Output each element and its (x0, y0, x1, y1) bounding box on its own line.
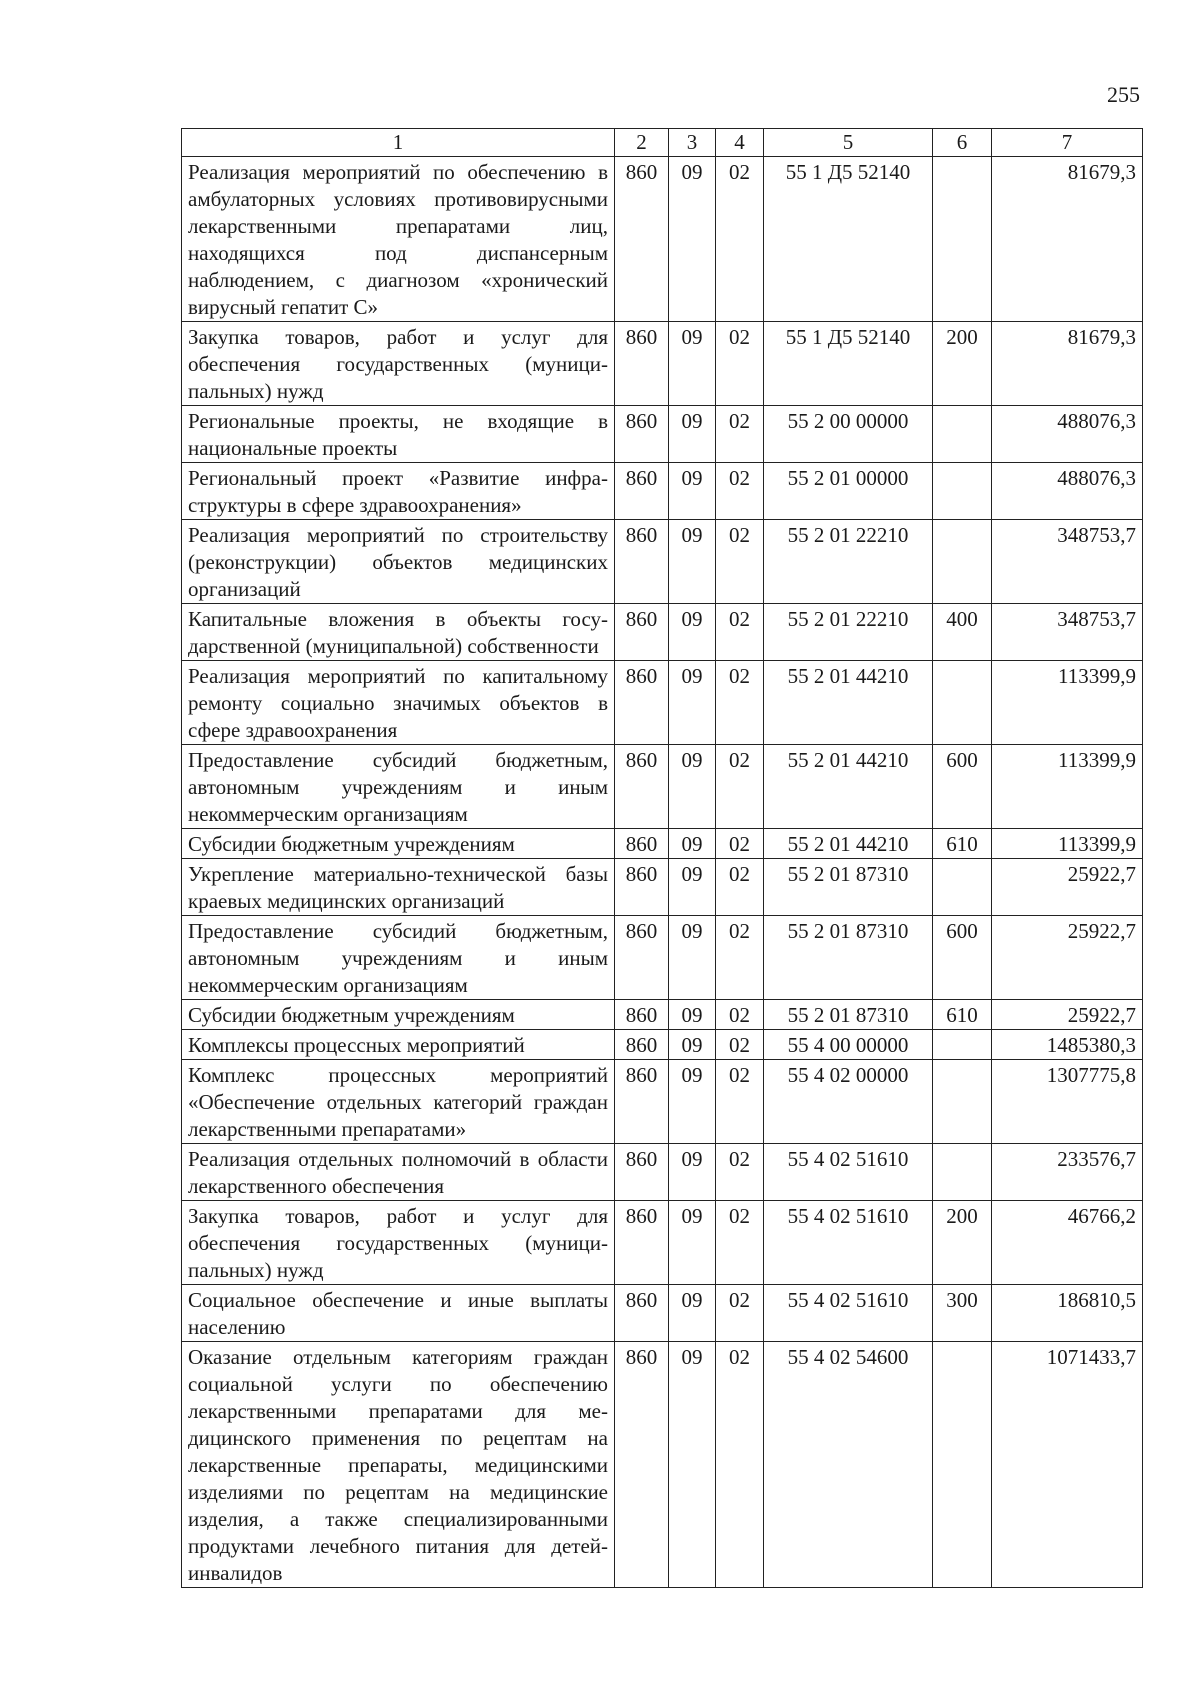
row-sum-cell: 488076,3 (992, 463, 1143, 520)
row-expense-type-cell: 200 (933, 322, 992, 406)
row-grbs-cell: 860 (615, 157, 669, 322)
row-expense-type-cell (933, 406, 992, 463)
row-name-cell: Субсидии бюджетным учреждениям (182, 829, 615, 859)
row-grbs-cell: 860 (615, 1201, 669, 1285)
row-expense-type-cell (933, 1060, 992, 1144)
row-sum-cell: 1071433,7 (992, 1342, 1143, 1588)
header-cell: 5 (764, 129, 933, 157)
row-section-cell: 09 (669, 463, 716, 520)
row-subsection-cell: 02 (716, 406, 764, 463)
row-sum-cell: 81679,3 (992, 157, 1143, 322)
row-target-article-cell: 55 4 02 54600 (764, 1342, 933, 1588)
row-section-cell: 09 (669, 829, 716, 859)
row-section-cell: 09 (669, 1030, 716, 1060)
row-expense-type-cell: 400 (933, 604, 992, 661)
row-target-article-cell: 55 4 02 00000 (764, 1060, 933, 1144)
row-subsection-cell: 02 (716, 1030, 764, 1060)
row-expense-type-cell (933, 1342, 992, 1588)
row-section-cell: 09 (669, 1060, 716, 1144)
row-target-article-cell: 55 4 02 51610 (764, 1285, 933, 1342)
row-expense-type-cell: 200 (933, 1201, 992, 1285)
row-name-cell: Региональный проект «Развитие инфраструктуры в сфере здравоохранения» (182, 463, 615, 520)
row-name-cell: Региональные проекты, не входящие в национальные проекты (182, 406, 615, 463)
table-row (182, 1342, 1143, 1588)
table-row (182, 157, 1143, 322)
row-section-cell: 09 (669, 520, 716, 604)
row-subsection-cell: 02 (716, 157, 764, 322)
row-sum-cell: 348753,7 (992, 520, 1143, 604)
row-section-cell: 09 (669, 1000, 716, 1030)
header-cell: 2 (615, 129, 669, 157)
header-cell: 6 (933, 129, 992, 157)
row-name-cell: Субсидии бюджетным учреждениям (182, 1000, 615, 1030)
header-cell: 7 (992, 129, 1143, 157)
header-cell: 1 (182, 129, 615, 157)
row-target-article-cell: 55 4 02 51610 (764, 1144, 933, 1201)
row-expense-type-cell (933, 157, 992, 322)
row-target-article-cell: 55 2 01 22210 (764, 520, 933, 604)
row-target-article-cell: 55 2 01 44210 (764, 829, 933, 859)
row-expense-type-cell (933, 1030, 992, 1060)
row-subsection-cell: 02 (716, 916, 764, 1000)
row-grbs-cell: 860 (615, 1342, 669, 1588)
table-row (182, 604, 1143, 661)
row-target-article-cell: 55 1 Д5 52140 (764, 322, 933, 406)
row-subsection-cell: 02 (716, 1000, 764, 1030)
row-section-cell: 09 (669, 916, 716, 1000)
row-expense-type-cell (933, 859, 992, 916)
row-target-article-cell: 55 2 01 44210 (764, 661, 933, 745)
row-sum-cell: 1485380,3 (992, 1030, 1143, 1060)
row-expense-type-cell: 610 (933, 1000, 992, 1030)
row-subsection-cell: 02 (716, 661, 764, 745)
row-sum-cell: 488076,3 (992, 406, 1143, 463)
row-section-cell: 09 (669, 1342, 716, 1588)
row-expense-type-cell (933, 1144, 992, 1201)
row-sum-cell: 113399,9 (992, 829, 1143, 859)
table-row (182, 463, 1143, 520)
row-section-cell: 09 (669, 1201, 716, 1285)
row-section-cell: 09 (669, 859, 716, 916)
table-row (182, 1201, 1143, 1285)
row-name-cell: Закупка товаров, работ и услуг для обеспечения государственных (муниципальных) нужд (182, 1201, 615, 1285)
table-row (182, 406, 1143, 463)
table-row (182, 322, 1143, 406)
row-expense-type-cell (933, 661, 992, 745)
row-sum-cell: 113399,9 (992, 745, 1143, 829)
row-name-cell: Оказание отдельным категориям граждан социальной услуги по обеспечению лекарственными препаратами для медицинского применения по рецептам на лекарственные препараты, медицинскими изделиями по рецептам на медицинские изделия, а также специализированными продуктами лечебного питания для детей-инвалидов (182, 1342, 615, 1588)
row-grbs-cell: 860 (615, 745, 669, 829)
table-row (182, 1030, 1143, 1060)
row-name-cell: Реализация мероприятий по строительству (реконструкции) объектов медицинских организаций (182, 520, 615, 604)
row-name-cell: Капитальные вложения в объекты государственной (муниципальной) собственности (182, 604, 615, 661)
row-sum-cell: 25922,7 (992, 1000, 1143, 1030)
row-sum-cell: 81679,3 (992, 322, 1143, 406)
row-expense-type-cell: 300 (933, 1285, 992, 1342)
row-grbs-cell: 860 (615, 1144, 669, 1201)
row-target-article-cell: 55 2 01 87310 (764, 916, 933, 1000)
row-grbs-cell: 860 (615, 859, 669, 916)
table-row (182, 1060, 1143, 1144)
row-subsection-cell: 02 (716, 859, 764, 916)
row-expense-type-cell: 600 (933, 916, 992, 1000)
header-cell: 4 (716, 129, 764, 157)
table-row (182, 916, 1143, 1000)
row-subsection-cell: 02 (716, 829, 764, 859)
row-grbs-cell: 860 (615, 829, 669, 859)
row-grbs-cell: 860 (615, 1285, 669, 1342)
row-section-cell: 09 (669, 745, 716, 829)
row-sum-cell: 348753,7 (992, 604, 1143, 661)
row-sum-cell: 186810,5 (992, 1285, 1143, 1342)
table-row (182, 1000, 1143, 1030)
row-target-article-cell: 55 2 00 00000 (764, 406, 933, 463)
row-expense-type-cell (933, 463, 992, 520)
row-subsection-cell: 02 (716, 1201, 764, 1285)
row-section-cell: 09 (669, 406, 716, 463)
row-subsection-cell: 02 (716, 1144, 764, 1201)
row-section-cell: 09 (669, 157, 716, 322)
row-subsection-cell: 02 (716, 463, 764, 520)
row-sum-cell: 46766,2 (992, 1201, 1143, 1285)
row-grbs-cell: 860 (615, 1000, 669, 1030)
row-name-cell: Предоставление субсидий бюджетным, автономным учреждениям и иным некоммерческим организациям (182, 745, 615, 829)
row-target-article-cell: 55 2 01 87310 (764, 859, 933, 916)
row-grbs-cell: 860 (615, 1030, 669, 1060)
row-name-cell: Социальное обеспечение и иные выплаты населению (182, 1285, 615, 1342)
row-target-article-cell: 55 2 01 87310 (764, 1000, 933, 1030)
page-number: 255 (1107, 82, 1140, 107)
row-target-article-cell: 55 4 00 00000 (764, 1030, 933, 1060)
table-row (182, 520, 1143, 604)
row-section-cell: 09 (669, 604, 716, 661)
row-subsection-cell: 02 (716, 520, 764, 604)
table-row (182, 1144, 1143, 1201)
row-expense-type-cell: 600 (933, 745, 992, 829)
row-name-cell: Комплексы процессных мероприятий (182, 1030, 615, 1060)
row-section-cell: 09 (669, 1144, 716, 1201)
row-expense-type-cell: 610 (933, 829, 992, 859)
row-section-cell: 09 (669, 1285, 716, 1342)
row-grbs-cell: 860 (615, 406, 669, 463)
row-name-cell: Укрепление материально-технической базы краевых медицинских организаций (182, 859, 615, 916)
row-subsection-cell: 02 (716, 604, 764, 661)
row-name-cell: Реализация мероприятий по капитальному ремонту социально значимых объектов в сфере здравоохранения (182, 661, 615, 745)
row-target-article-cell: 55 2 01 22210 (764, 604, 933, 661)
table-row (182, 859, 1143, 916)
row-sum-cell: 25922,7 (992, 916, 1143, 1000)
row-grbs-cell: 860 (615, 1060, 669, 1144)
row-name-cell: Реализация мероприятий по обеспечению в амбулаторных условиях противовирусными лекарственными препаратами лиц, находящихся под диспансерным наблюдением, с диагнозом «хронический вирусный гепатит С» (182, 157, 615, 322)
row-name-cell: Предоставление субсидий бюджетным, автономным учреждениям и иным некоммерческим организациям (182, 916, 615, 1000)
row-sum-cell: 113399,9 (992, 661, 1143, 745)
table-body (182, 157, 1143, 1588)
row-sum-cell: 1307775,8 (992, 1060, 1143, 1144)
row-grbs-cell: 860 (615, 916, 669, 1000)
row-expense-type-cell (933, 520, 992, 604)
table-row (182, 661, 1143, 745)
row-name-cell: Комплекс процессных мероприятий «Обеспечение отдельных категорий граждан лекарственными препаратами» (182, 1060, 615, 1144)
row-target-article-cell: 55 2 01 44210 (764, 745, 933, 829)
row-sum-cell: 25922,7 (992, 859, 1143, 916)
row-sum-cell: 233576,7 (992, 1144, 1143, 1201)
row-grbs-cell: 860 (615, 661, 669, 745)
table-row (182, 745, 1143, 829)
row-name-cell: Реализация отдельных полномочий в области лекарственного обеспечения (182, 1144, 615, 1201)
row-target-article-cell: 55 4 02 51610 (764, 1201, 933, 1285)
row-subsection-cell: 02 (716, 745, 764, 829)
table-row (182, 829, 1143, 859)
row-section-cell: 09 (669, 322, 716, 406)
budget-table (181, 128, 1143, 1588)
row-target-article-cell: 55 1 Д5 52140 (764, 157, 933, 322)
row-grbs-cell: 860 (615, 463, 669, 520)
row-subsection-cell: 02 (716, 1060, 764, 1144)
row-target-article-cell: 55 2 01 00000 (764, 463, 933, 520)
row-grbs-cell: 860 (615, 604, 669, 661)
header-cell: 3 (669, 129, 716, 157)
row-subsection-cell: 02 (716, 322, 764, 406)
row-subsection-cell: 02 (716, 1342, 764, 1588)
row-section-cell: 09 (669, 661, 716, 745)
row-subsection-cell: 02 (716, 1285, 764, 1342)
header-row (182, 129, 1143, 157)
table-row (182, 1285, 1143, 1342)
row-name-cell: Закупка товаров, работ и услуг для обеспечения государственных (муниципальных) нужд (182, 322, 615, 406)
row-grbs-cell: 860 (615, 520, 669, 604)
row-grbs-cell: 860 (615, 322, 669, 406)
